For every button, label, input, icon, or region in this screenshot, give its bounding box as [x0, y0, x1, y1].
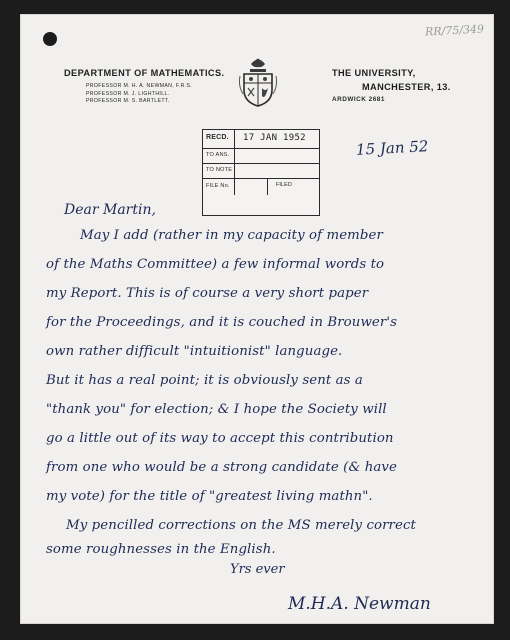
- letter-line: some roughnesses in the English.: [46, 542, 276, 557]
- university-city: MANCHESTER, 13.: [362, 82, 451, 92]
- letter-line: from one who would be a strong candidate (& have: [46, 460, 397, 475]
- department-name: DEPARTMENT OF MATHEMATICS.: [64, 68, 225, 78]
- letter-line: my vote) for the title of "greatest living mathn".: [46, 489, 373, 504]
- letter-line: My pencilled corrections on the MS merely correct: [66, 518, 416, 533]
- staff-line: PROFESSOR M. J. LIGHTHILL.: [86, 90, 170, 97]
- stamp-row-to-ans: [203, 148, 319, 164]
- stamp-row-recd: [203, 130, 319, 149]
- letter-line: own rather difficult "intuitionist" language.: [46, 344, 343, 359]
- letter-line: of the Maths Committee) a few informal words to: [46, 257, 385, 272]
- staff-line: PROFESSOR M. H. A. NEWMAN, F.R.S.: [86, 83, 193, 89]
- letter-line: go a little out of its way to accept this contribution: [46, 431, 394, 446]
- salutation: Dear Martin,: [64, 202, 156, 218]
- university-name: THE UNIVERSITY,: [332, 68, 416, 78]
- letter-line: my Report. This is of course a very short paper: [46, 286, 369, 301]
- letter-line: for the Proceedings, and it is couched in Brouwer's: [46, 315, 398, 330]
- stamp-filed-label: FILED: [276, 182, 292, 188]
- stamp-file-no-label: FILE No.: [206, 183, 230, 189]
- stamp-recd-label: RECD.: [206, 134, 229, 141]
- letter-date: 15 Jan 52: [355, 137, 429, 159]
- stamp-row-file: [203, 178, 319, 195]
- archive-reference: RR/75/349: [424, 22, 485, 39]
- received-stamp: [202, 129, 320, 216]
- stamp-divider: [267, 178, 268, 195]
- stamp-row-to-note: [203, 163, 319, 179]
- stamp-to-note-label: TO NOTE: [206, 167, 233, 173]
- letter-line: But it has a real point; it is obviously sent as a: [46, 373, 363, 388]
- university-crest-icon: [238, 56, 278, 108]
- stamp-to-ans-label: TO ANS.: [206, 152, 230, 158]
- phone-number: ARDWICK 2681: [332, 96, 385, 103]
- staff-line: PROFESSOR M. S. BARTLETT.: [86, 98, 170, 105]
- letter-sheet: [20, 14, 494, 624]
- closing: Yrs ever: [230, 562, 285, 577]
- stamp-divider: [234, 130, 235, 195]
- stamp-recd-date: 17 JAN 1952: [243, 133, 306, 143]
- letter-line: "thank you" for election; & I hope the Society will: [46, 402, 387, 417]
- letter-line: May I add (rather in my capacity of member: [80, 228, 383, 243]
- signature: M.H.A. Newman: [288, 594, 431, 614]
- punch-hole: [43, 32, 57, 46]
- letterhead-right: [332, 68, 472, 103]
